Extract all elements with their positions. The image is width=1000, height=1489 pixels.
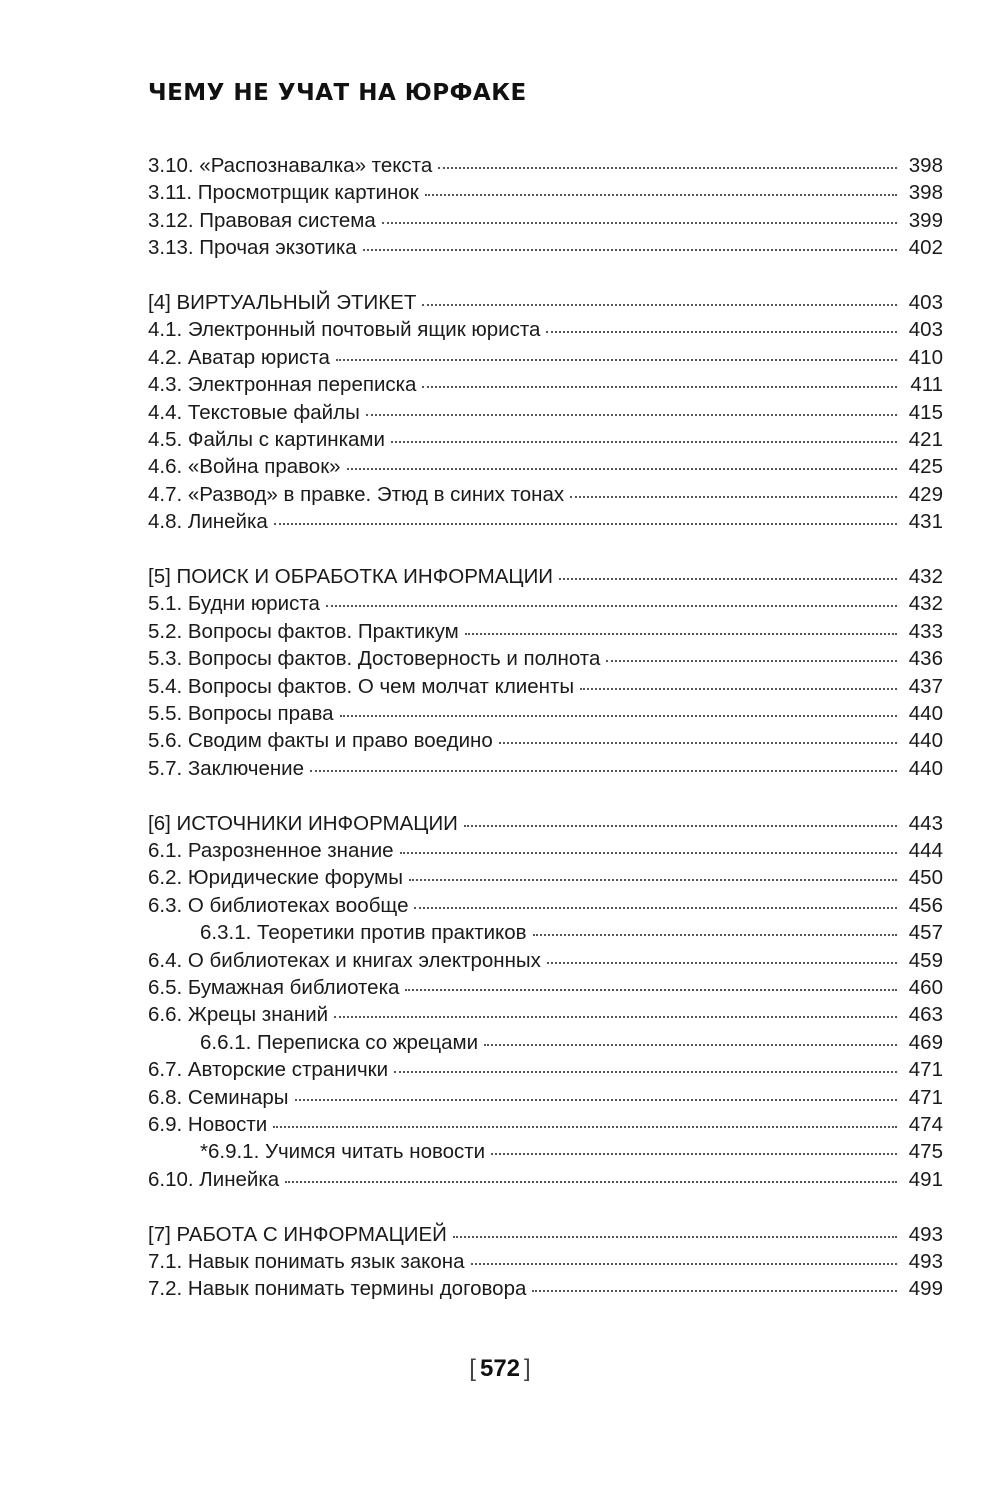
toc-entry-page: 398: [908, 181, 943, 205]
dot-leader: [547, 961, 897, 964]
toc-entry: [148, 371, 943, 398]
dot-leader: [422, 303, 897, 306]
toc-entry-title: 3.13. Прочая экзотика: [148, 236, 357, 260]
dot-leader: [425, 193, 897, 196]
dot-leader: [334, 1015, 897, 1018]
toc-entry-title: 4.2. Аватар юриста: [148, 345, 330, 369]
toc-group: [148, 289, 943, 536]
toc-entry-page: 450: [908, 866, 943, 890]
toc-entry-page: 457: [908, 921, 943, 945]
toc-entry-title: 4.1. Электронный почтовый ящик юриста: [148, 318, 541, 342]
toc-entry-page: 403: [908, 291, 943, 315]
toc-entry: [148, 207, 943, 234]
toc-entry-page: 436: [908, 647, 943, 671]
toc-entry-title: 6.6. Жрецы знаний: [148, 1003, 329, 1027]
toc-entry-page: 431: [908, 510, 943, 534]
toc-group: [148, 563, 943, 782]
toc-subentry: [148, 1138, 943, 1165]
toc-entry-page: 433: [908, 619, 943, 643]
toc-entry-title: 5.7. Заключение: [148, 756, 305, 780]
toc-entry-title: 4.8. Линейка: [148, 510, 268, 534]
toc-entry: [148, 864, 943, 891]
toc-entry-page: 474: [908, 1113, 943, 1136]
toc-entry: [148, 508, 943, 535]
toc-entry: [148, 426, 943, 453]
toc-entry-title: 6.1. Разрозненное знание: [148, 839, 394, 863]
dot-leader: [532, 1289, 897, 1292]
toc-entry-title: 3.12. Правовая система: [148, 208, 376, 232]
toc-entry-title: 4.7. «Развод» в правке. Этюд в синих тонах: [148, 482, 565, 506]
toc-entry-page: 410: [908, 345, 943, 369]
toc-entry-title: 7.2. Навык понимать термины договора: [148, 1277, 527, 1301]
toc-entry: [148, 974, 943, 1001]
toc-entry-title: 6.3. О библиотеках вообще: [148, 893, 409, 917]
toc-entry-title: 7.1. Навык понимать язык закона: [148, 1250, 465, 1274]
toc-entry-title: 6.7. Авторские странички: [148, 1058, 389, 1082]
toc-entry-title: 6.10. Линейка: [148, 1167, 280, 1191]
dot-leader: [400, 851, 897, 854]
toc-entry-page: 402: [908, 236, 943, 260]
toc-entry-page: 463: [908, 1003, 943, 1027]
toc-entry: [148, 1001, 943, 1028]
toc-subentry: [148, 1029, 943, 1056]
dot-leader: [491, 1152, 897, 1155]
dot-leader: [465, 632, 897, 635]
toc-group: [148, 152, 943, 262]
toc-entry: [148, 1084, 943, 1111]
dot-leader: [471, 1262, 898, 1265]
toc-entry-title: 4.6. «Война правок»: [148, 455, 341, 479]
dot-leader: [366, 413, 897, 416]
toc-entry-page: 399: [908, 208, 943, 232]
dot-leader: [464, 824, 897, 827]
toc-entry: [148, 563, 943, 590]
toc-entry: [148, 344, 943, 371]
toc-entry-page: 475: [908, 1140, 943, 1164]
toc-entry: [148, 727, 943, 754]
dot-leader: [347, 467, 897, 470]
dot-leader: [394, 1070, 897, 1073]
dot-leader: [310, 769, 897, 772]
dot-leader: [273, 1125, 897, 1128]
dot-leader: [382, 221, 897, 224]
toc-entry-title: 6.9. Новости: [148, 1113, 268, 1136]
toc-group: [148, 810, 943, 1193]
toc-entry-page: 398: [908, 154, 943, 177]
page-number-open-bracket: [: [469, 1355, 476, 1382]
toc-entry-title: 3.10. «Распознавалка» текста: [148, 154, 433, 177]
toc-entry-page: 421: [908, 428, 943, 452]
toc-entry-title: 6.2. Юридические форумы: [148, 866, 403, 890]
toc-entry: [148, 1248, 943, 1275]
toc-entry-page: 456: [908, 893, 943, 917]
dot-leader: [363, 248, 897, 251]
dot-leader: [533, 933, 897, 936]
dot-leader: [409, 878, 897, 881]
toc-entry-title: 4.4. Текстовые файлы: [148, 400, 360, 424]
toc-entry-title: 5.2. Вопросы фактов. Практикум: [148, 619, 459, 643]
toc-entry: [148, 481, 943, 508]
toc-entry-page: 469: [908, 1030, 943, 1054]
toc-entry: [148, 700, 943, 727]
dot-leader: [580, 687, 897, 690]
toc-entry: [148, 673, 943, 700]
toc-subentry: [148, 919, 943, 946]
toc-entry: [148, 316, 943, 343]
dot-leader: [274, 522, 897, 525]
toc-entry-page: 471: [908, 1085, 943, 1109]
toc-group: [148, 1221, 943, 1303]
toc-entry-page: 440: [908, 702, 943, 726]
toc-entry-page: 432: [908, 565, 943, 589]
toc-entry: [148, 810, 943, 837]
toc-entry: [148, 645, 943, 672]
dot-leader: [570, 495, 897, 498]
toc-entry-title: 6.4. О библиотеках и книгах электронных: [148, 948, 541, 972]
page-number-close-bracket: ]: [524, 1355, 531, 1382]
page-number-value: 572: [479, 1355, 521, 1382]
toc-entry-page: 440: [908, 756, 943, 780]
toc-entry-title: 5.3. Вопросы фактов. Достоверность и полнота: [148, 647, 601, 671]
toc-entry-title: 6.5. Бумажная библиотека: [148, 976, 400, 1000]
toc-entry-page: 471: [908, 1058, 943, 1082]
toc-entry-title: [6] ИСТОЧНИКИ ИНФОРМАЦИИ: [148, 811, 458, 835]
toc-entry-title: 5.5. Вопросы права: [148, 702, 334, 726]
toc-entry: [148, 399, 943, 426]
dot-leader: [391, 440, 897, 443]
toc-entry-page: 493: [908, 1222, 943, 1246]
toc-entry-title: 6.6.1. Переписка со жрецами: [200, 1030, 479, 1054]
page-number: [0, 1355, 1000, 1383]
dot-leader: [453, 1235, 897, 1238]
toc-entry: [148, 590, 943, 617]
toc-entry: [148, 234, 943, 261]
toc-entry-title: 5.1. Будни юриста: [148, 592, 320, 616]
toc-entry-title: 5.4. Вопросы фактов. О чем молчат клиенты: [148, 674, 575, 698]
toc-entry: [148, 179, 943, 206]
toc-entry: [148, 892, 943, 919]
toc-entry-page: 403: [908, 318, 943, 342]
toc-entry: [148, 1111, 943, 1138]
toc-entry-page: 425: [908, 455, 943, 479]
dot-leader: [422, 385, 897, 388]
running-head: ЧЕМУ НЕ УЧАТ НА ЮРФАКЕ: [148, 80, 527, 106]
dot-leader: [606, 659, 897, 662]
toc-entry: [148, 1275, 943, 1302]
dot-leader: [414, 906, 897, 909]
toc-entry-title: 3.11. Просмотрщик картинок: [148, 181, 419, 205]
toc-entry-page: 411: [910, 373, 943, 397]
toc-entry-title: 6.3.1. Теоретики против практиков: [200, 921, 527, 945]
dot-leader: [546, 330, 897, 333]
toc-entry-title: 4.3. Электронная переписка: [148, 373, 417, 397]
toc-entry-title: [4] ВИРТУАЛЬНЫЙ ЭТИКЕТ: [148, 291, 417, 315]
dot-leader: [326, 604, 897, 607]
toc-entry: [148, 1166, 943, 1193]
toc-entry: [148, 618, 943, 645]
toc-entry: [148, 453, 943, 480]
dot-leader: [499, 741, 897, 744]
toc-entry: [148, 837, 943, 864]
toc-entry-page: 443: [908, 811, 943, 835]
toc-entry-page: 440: [908, 729, 943, 753]
toc-entry-title: 4.5. Файлы с картинками: [148, 428, 385, 452]
toc-entry: [148, 289, 943, 316]
dot-leader: [559, 577, 897, 580]
dot-leader: [438, 166, 897, 169]
dot-leader: [336, 358, 897, 361]
toc-entry-title: *6.9.1. Учимся читать новости: [200, 1140, 486, 1164]
toc-entry-page: 429: [908, 482, 943, 506]
toc-entry: [148, 1221, 943, 1248]
toc-entry-title: [7] РАБОТА С ИНФОРМАЦИЕЙ: [148, 1222, 447, 1246]
toc-entry-title: 5.6. Сводим факты и право воедино: [148, 729, 493, 753]
toc-entry-title: [5] ПОИСК И ОБРАБОТКА ИНФОРМАЦИИ: [148, 565, 554, 589]
toc-entry-page: 493: [908, 1250, 943, 1274]
toc-entry: [148, 947, 943, 974]
toc-entry-page: 491: [908, 1167, 943, 1191]
dot-leader: [340, 714, 897, 717]
toc-entry-page: 460: [908, 976, 943, 1000]
toc-entry: [148, 1056, 943, 1083]
toc-entry: [148, 755, 943, 782]
table-of-contents: [148, 152, 943, 1330]
toc-entry-page: 432: [908, 592, 943, 616]
dot-leader: [285, 1180, 897, 1183]
toc-entry-page: 444: [908, 839, 943, 863]
dot-leader: [295, 1098, 898, 1101]
toc-entry: [148, 152, 943, 179]
toc-entry-title: 6.8. Семинары: [148, 1085, 289, 1109]
toc-entry-page: 437: [908, 674, 943, 698]
toc-entry-page: 499: [908, 1277, 943, 1301]
toc-entry-page: 459: [908, 948, 943, 972]
dot-leader: [484, 1043, 897, 1046]
toc-entry-page: 415: [908, 400, 943, 424]
dot-leader: [405, 988, 897, 991]
